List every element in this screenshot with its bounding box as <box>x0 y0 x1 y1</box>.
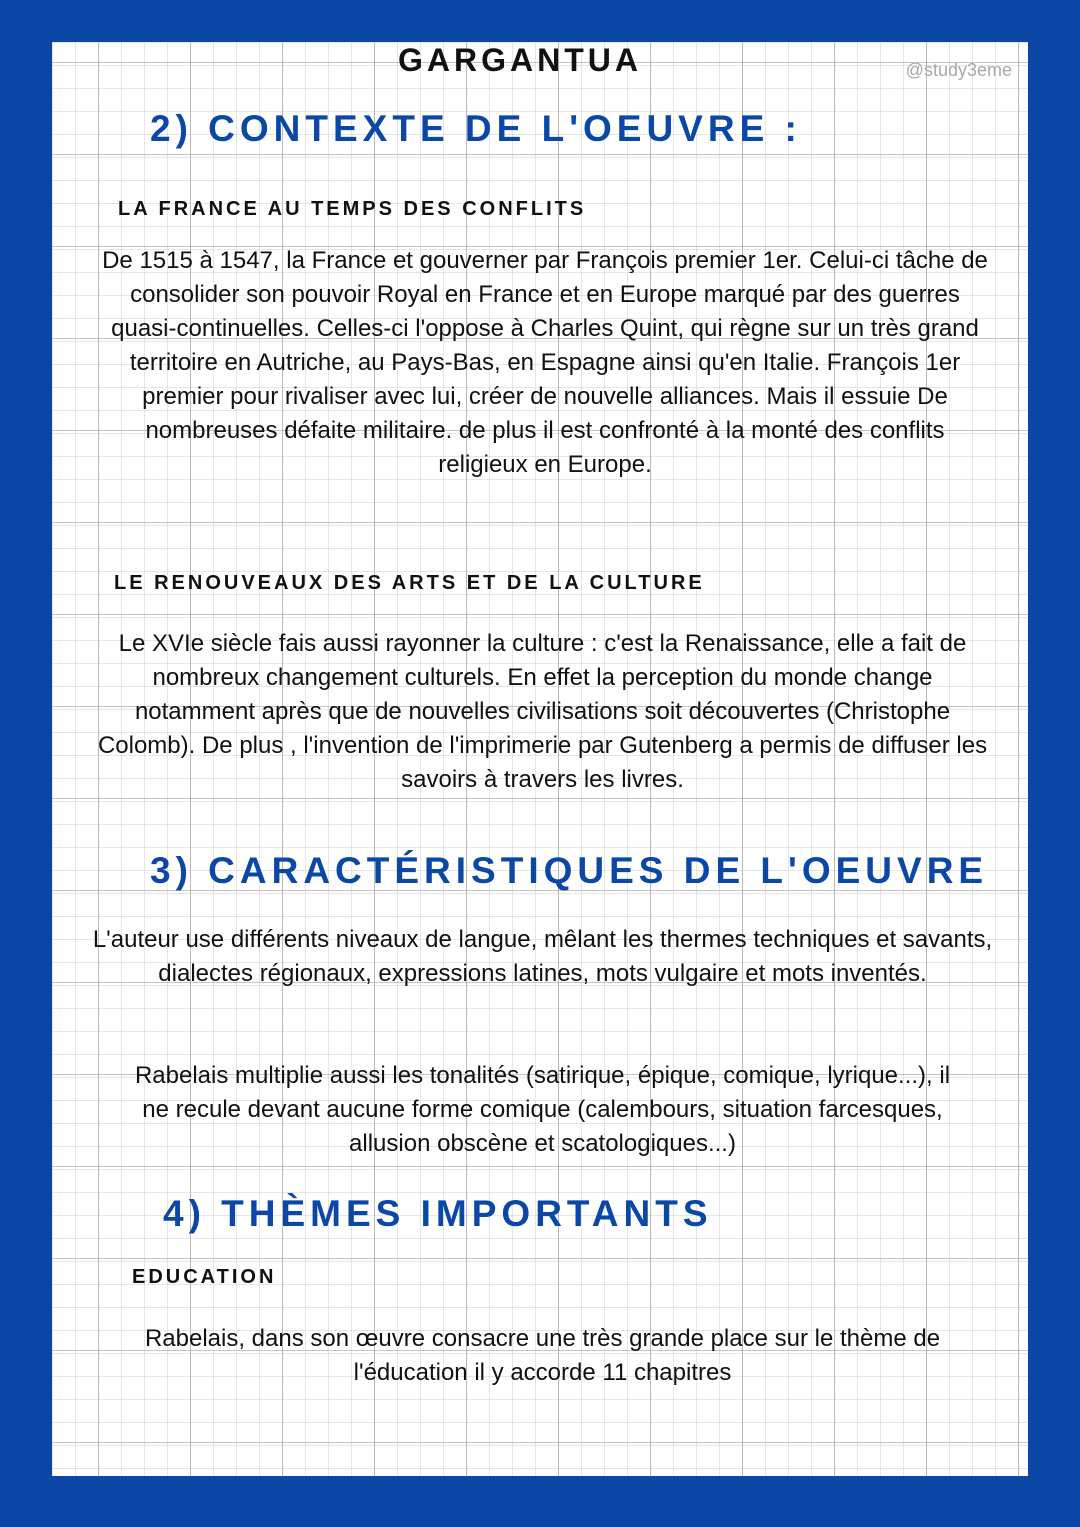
section-heading-contexte: 2) CONTEXTE DE L'OEUVRE : <box>150 108 802 149</box>
watermark: @study3eme <box>905 60 1012 80</box>
subheading-education: EDUCATION <box>132 1266 277 1288</box>
subheading-renouveau-arts: LE RENOUVEAUX DES ARTS ET DE LA CULTURE <box>114 572 705 594</box>
paragraph-education: Rabelais, dans son œuvre consacre une très grande place sur le thème de l'éducation il y accorde 11 chapitres <box>144 1325 941 1386</box>
section-heading-caracteristiques: 3) CARACTÉRISTIQUES DE L'OEUVRE <box>150 850 989 891</box>
subheading-france-conflits: LA FRANCE AU TEMPS DES CONFLITS <box>118 198 587 220</box>
paragraph-tonalites: Rabelais multiplie aussi les tonalités (satirique, épique, comique, lyrique...), il ne recule devant aucune forme comique (calembours, situation farcesques, allusion obscène et scatologiques...) <box>134 1062 951 1157</box>
paragraph-renouveau-arts: Le XVIe siècle fais aussi rayonner la culture : c'est la Renaissance, elle a fait de nombreux changement culturels. En effet la perception du monde change notamment après que de nouvelles civilisations soit découvertes (Christophe Colomb). De plus , l'invention de l'imprimerie par Gutenberg a permis de diffuser les savoirs à travers les livres. <box>97 630 988 793</box>
document-title: GARGANTUA <box>398 42 642 78</box>
section-heading-themes: 4) THÈMES IMPORTANTS <box>163 1193 713 1234</box>
paragraph-niveaux-langue: L'auteur use différents niveaux de langue, mêlant les thermes techniques et savants, dialectes régionaux, expressions latines, mots vulgaire et mots inventés. <box>92 926 993 987</box>
paragraph-france-conflits: De 1515 à 1547, la France et gouverner par François premier 1er. Celui-ci tâche de consolider son pouvoir Royal en France et en Europe marqué par des guerres quasi-continuelles. Celles-ci l'oppose à Charles Quint, qui règne sur un très grand territoire en Autriche, au Pays-Bas, en Espagne ainsi qu'en Italie. François 1er premier pour rivaliser avec lui, créer de nouvelle alliances. Mais il essuie De nombreuses défaite militaire. de plus il est confronté à la monté des conflits religieux en Europe. <box>102 247 988 478</box>
